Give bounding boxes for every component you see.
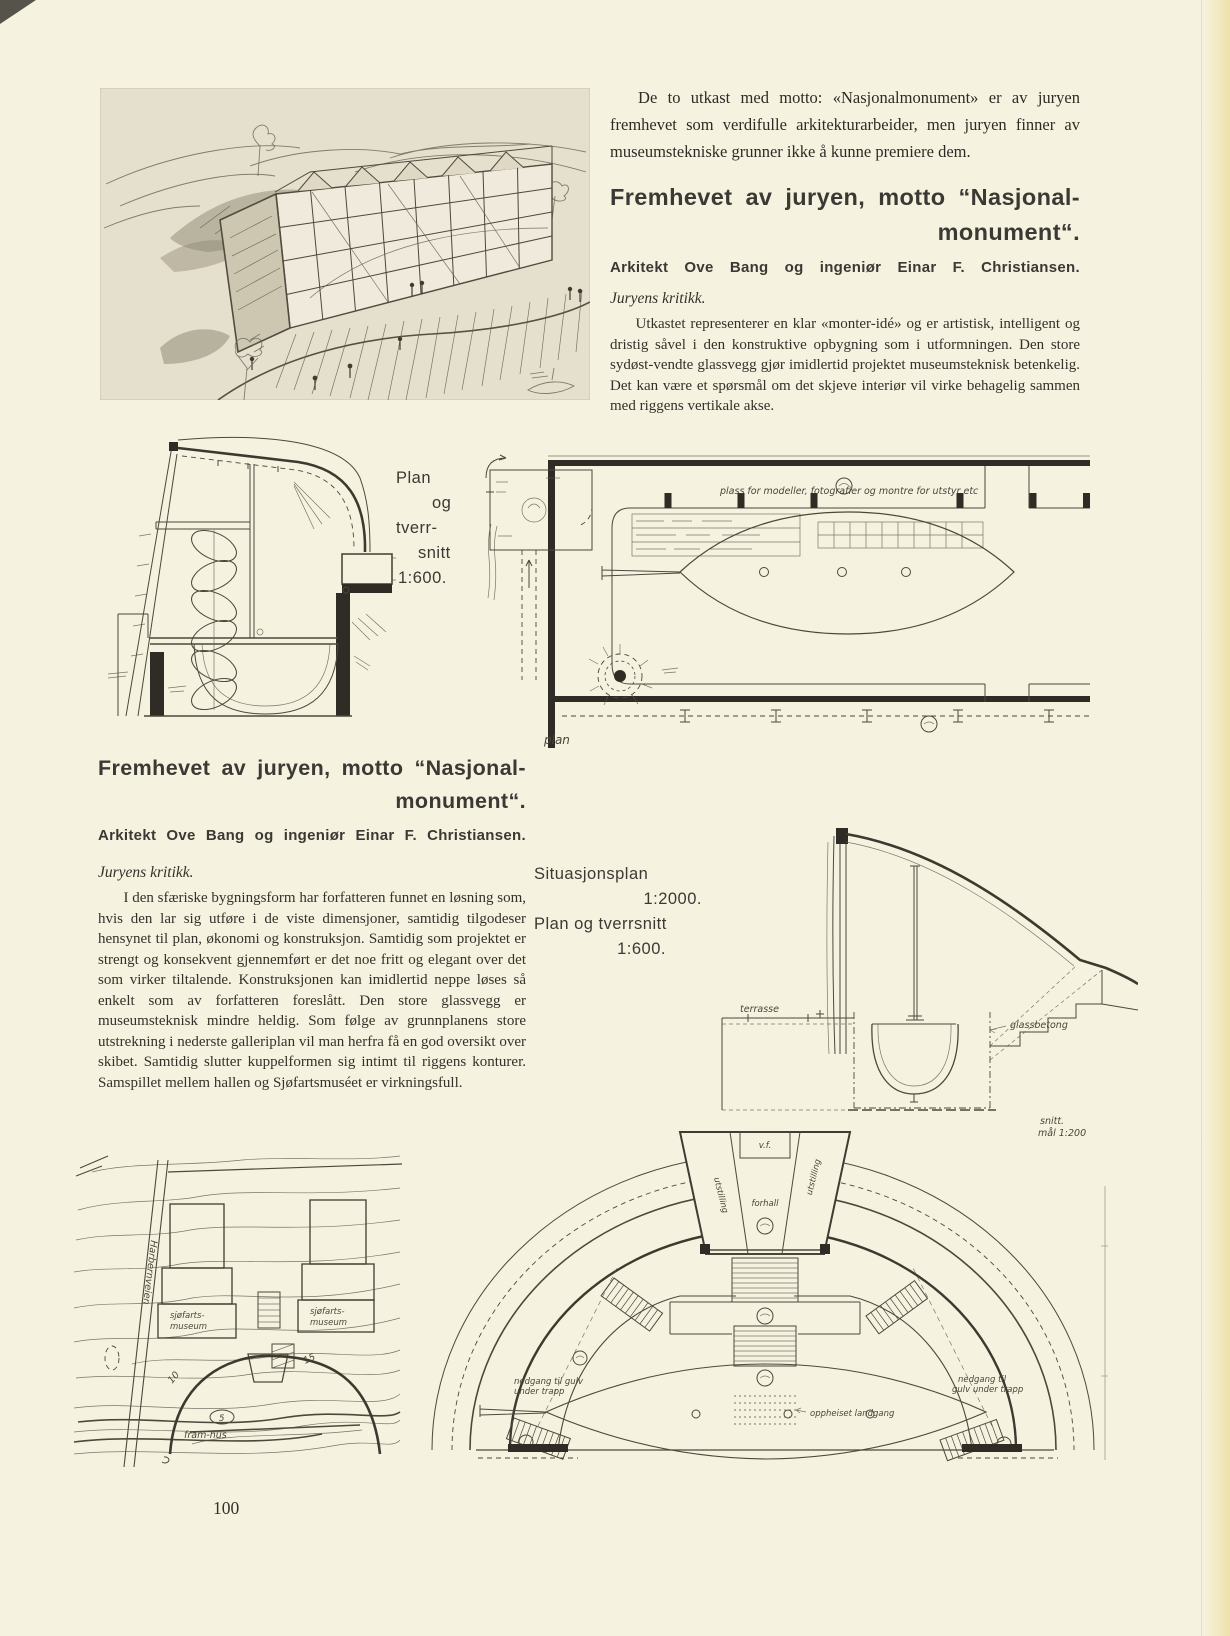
plan-scale-label (396, 466, 451, 591)
plan-label-line5: 1:600. (398, 569, 447, 587)
museum-label-1b: museum (170, 1322, 207, 1332)
article-heading (610, 180, 1080, 250)
column-bottom-left (98, 752, 526, 1093)
terrasse-label: terrasse (740, 1004, 779, 1015)
plan-annotation: plass for modeller, fotografier og montre for utstyr etc (720, 486, 979, 497)
utstilling-right-label: utstilling (804, 1158, 824, 1197)
museum-label-1a: sjøfarts- (170, 1311, 205, 1321)
article-heading-2 (98, 752, 526, 818)
plan-spiral-stair (589, 644, 652, 705)
snitt-scale-label: mål 1:200 (1038, 1128, 1087, 1139)
contour-lines (74, 1156, 400, 1454)
plan-label-line2: og (432, 494, 452, 512)
sit-label-line1: Situasjonsplan (534, 865, 649, 883)
plan-caption: plan (544, 733, 570, 747)
scan-corner-mark (0, 0, 44, 30)
page-edge-shadow (1201, 0, 1230, 1636)
sit-label-line3: Plan og tverrsnitt (534, 915, 667, 933)
dome-plan-drawing (418, 1126, 1108, 1462)
contour-15-label: 15 (301, 1351, 318, 1367)
perspective-sketch-figure (100, 88, 590, 400)
intro-paragraph: De to utkast med motto: «Nasjonalmonument» er av juryen fremhevet som verdifulle arkitekturarbeider, men juryen finner av museumstekniske grunner ikke å kunne premiere dem. (610, 88, 1080, 161)
heading2-line-1: Fremhevet av juryen, motto “Nasjonal- (98, 756, 526, 780)
situation-scale-label (534, 862, 712, 962)
site-plan-drawing (72, 1132, 402, 1468)
nedgang-right-label-1: nedgang til (958, 1375, 1007, 1385)
side-stair-upper-left (601, 1278, 662, 1331)
plan-label-line3: tverr- (396, 519, 438, 537)
glassbetong-label: glassbetong (1010, 1020, 1068, 1031)
forhall-label: forhall (751, 1199, 779, 1209)
nedgang-left-label-2: under trapp (514, 1387, 565, 1397)
column-top-right (610, 84, 1080, 417)
jury-critique-label: Juryens kritikk. (610, 290, 706, 307)
jury-critique-label-2: Juryens kritikk. (98, 864, 194, 881)
sit-label-line2: 1:2000. (643, 890, 702, 908)
jury-critique-text-2: I den sfæriske bygningsform har forfatteren funnet en løsning som, hvis den lar sig utføre i de viste dimensjoner, samtidig tilgodeser hensynet til plan, økonomi og konstruksjon. Samtidig som projektet er strengt og konsekvent gjennemført er det noe fritt og elegant over det som virker tiltalende. Konstruksjonen kan imidlertid neppe løses så enkelt som av forfatteren foreslått. Den store glassvegg er museumsteknisk mindre heldig. Som følge av grunnplanens store utstrekning i nederste galleriplan vil man herfra få en god oversikt over skibet. Samtidig slutter kuppelformen sig intimt til riggens konturer. Samspillet mellem hallen og Sjøfartsmuséet er virkningsfull. (98, 890, 526, 1091)
section-drawing (688, 778, 1138, 1140)
heading-line-1: Fremhevet av juryen, motto “Nasjonal- (610, 184, 1080, 210)
sit-label-line4: 1:600. (617, 940, 666, 958)
byline: Arkitekt Ove Bang og ingeniør Einar F. Christiansen. (610, 259, 1080, 276)
cross-section-drawing (98, 426, 396, 718)
landgang-label: oppheiset landgang (810, 1409, 895, 1419)
plan-label-line1: Plan (396, 469, 432, 487)
side-stair-lower-left (506, 1418, 570, 1459)
floor-plan-drawing (482, 448, 1090, 748)
side-stair-upper-right (866, 1281, 927, 1334)
framhus-label: fram-hus (184, 1430, 227, 1441)
snitt-label: snitt. (1040, 1116, 1065, 1127)
heading-line-2: monument“. (937, 219, 1080, 245)
byline-2: Arkitekt Ove Bang og ingeniør Einar F. Christiansen. (98, 827, 526, 844)
museum-label-2b: museum (310, 1318, 347, 1328)
museum-label-2a: sjøfarts- (310, 1307, 345, 1317)
jury-critique-text: Utkastet representerer en klar «monter-idé» og er artistisk, intelligent og dristig såvel i den konstruktive opbygning som i utformningen. Den store sydøst-vendte glassvegg gjør imidlertid projektet museumsteknisk betenkelig. Det kan være et spørsmål om det skjeve interiør vil virke behagelig sammen med riggens vertikale akse. (610, 316, 1080, 414)
plan-label-line4: snitt (418, 544, 451, 562)
road-name-label: Harbernveien (140, 1239, 159, 1306)
spiral-stair (187, 524, 241, 716)
vf-label: v.f. (758, 1141, 772, 1151)
heading2-line-2: monument“. (395, 789, 526, 813)
contour-5-label: 5 (219, 1414, 225, 1424)
contour-10-label: 10 (165, 1369, 183, 1386)
side-stair-lower-right (940, 1419, 1004, 1460)
utstilling-left-label: utstilling (711, 1176, 730, 1215)
page-number: 100 (213, 1498, 240, 1518)
nedgang-left-label-1: nedgang til gulv (514, 1377, 584, 1387)
nedgang-right-label-2: gulv under trapp (952, 1385, 1024, 1395)
